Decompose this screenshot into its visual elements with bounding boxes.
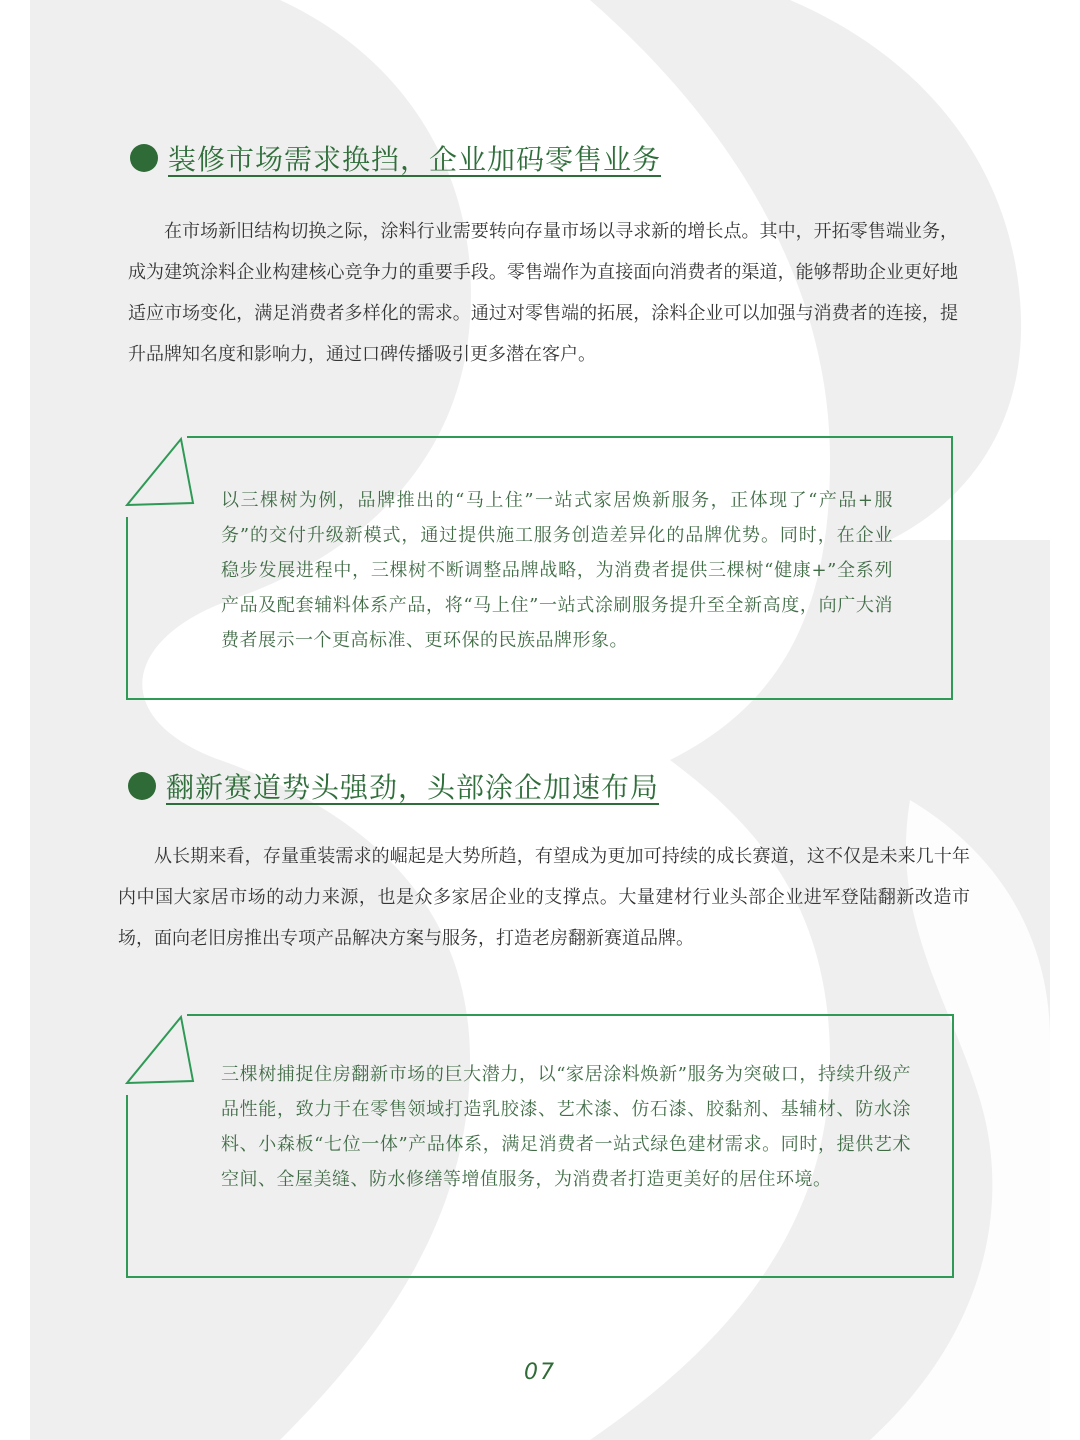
section1-heading: [130, 138, 661, 178]
section2-callout-box: [125, 1013, 957, 1281]
section2-title: 翻新赛道势头强劲，头部涂企加速布局: [166, 771, 660, 804]
section1-paragraph: 在市场新旧结构切换之际，涂料行业需要转向存量市场以寻求新的增长点。其中，开拓零售端业务，成为建筑涂料企业构建核心竞争力的重要手段。零售端作为直接面向消费者的渠道，能够帮助企业更好地适应市场变化，满足消费者多样化的需求。通过对零售端的拓展，涂料企业可以加强与消费者的连接，提升品牌知名度和影响力，通过口碑传播吸引更多潜在客户。: [128, 221, 958, 365]
section1-callout-box: [125, 435, 957, 703]
bullet-dot-icon: [128, 772, 156, 800]
section1-callout-text: 以三棵树为例，品牌推出的“马上住”一站式家居焕新服务，正体现了“产品+服务”的交付升级新模式，通过提供施工服务创造差异化的品牌优势。同时，在企业稳步发展进程中，三棵树不断调整品牌战略，为消费者提供三棵树“健康+”全系列产品及配套辅料体系产品，将“马上住”一站式涂刷服务提升至全新高度，向广大消费者展示一个更高标准、更环保的民族品牌形象。: [221, 490, 893, 651]
page-number: 07: [524, 1360, 556, 1385]
section2-heading: [128, 766, 659, 806]
document-page: [30, 0, 1050, 1440]
section2-paragraph: 从长期来看，存量重装需求的崛起是大势所趋，有望成为更加可持续的成长赛道，这不仅是未来几十年内中国大家居市场的动力来源，也是众多家居企业的支撑点。大量建材行业头部企业进军登陆翻新改造市场，面向老旧房推出专项产品解决方案与服务，打造老房翻新赛道品牌。: [118, 846, 970, 949]
bullet-dot-icon: [130, 144, 158, 172]
section1-title: 装修市场需求换挡，企业加码零售业务: [168, 143, 662, 176]
section2-callout-text: 三棵树捕捉住房翻新市场的巨大潜力，以“家居涂料焕新”服务为突破口，持续升级产品性能，致力于在零售领域打造乳胶漆、艺术漆、仿石漆、胶黏剂、基辅材、防水涂料、小森板“七位一体”产品体系，满足消费者一站式绿色建材需求。同时，提供艺术空间、全屋美缝、防水修缮等增值服务，为消费者打造更美好的居住环境。: [221, 1064, 911, 1190]
